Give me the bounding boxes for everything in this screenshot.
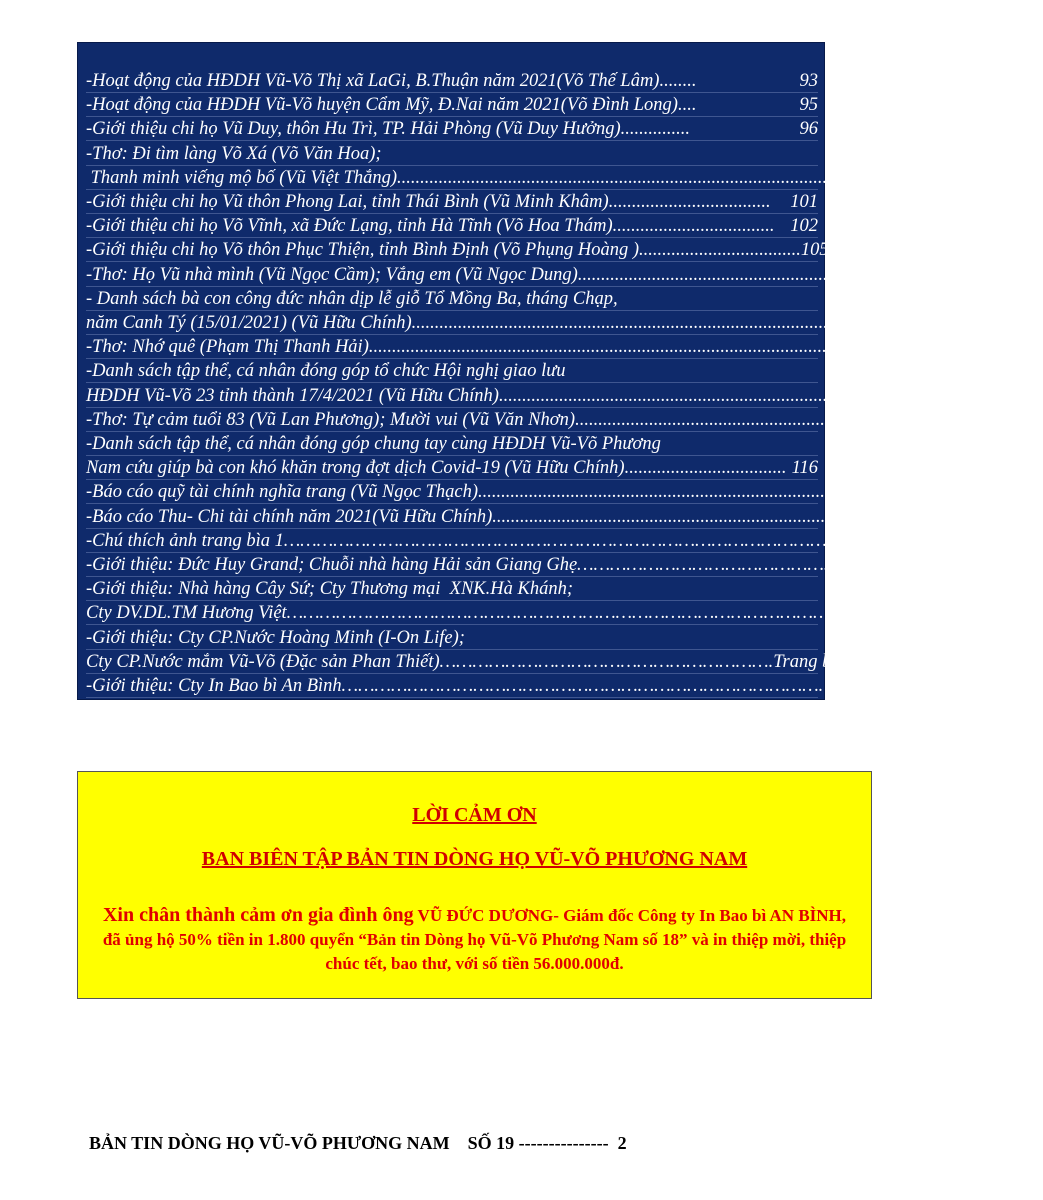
toc-entry-leader: ................................... <box>639 240 801 261</box>
toc-entry-title: -Giới thiệu chi họ Võ Vĩnh, xã Đức Lạng, tỉnh Hà Tĩnh (Võ Hoa Thám) <box>86 216 613 237</box>
toc-entry-page: 93 <box>799 71 818 91</box>
toc-entry-page: Trang bìa 3 <box>773 651 860 672</box>
toc-entry-page: 127 <box>856 555 885 575</box>
toc-entry <box>86 69 818 93</box>
toc-entry <box>86 335 914 359</box>
toc-entry-page: 121 <box>996 482 1024 503</box>
toc-entry <box>86 480 1024 504</box>
toc-entry <box>86 505 1039 529</box>
toc-entry <box>86 311 958 335</box>
toc-entry-title: - Danh sách bà con công đức nhân dịp lễ giỗ Tổ Mồng Ba, tháng Chạp, <box>86 288 618 309</box>
toc-entry <box>86 674 1025 698</box>
toc-entry-page: 107 <box>929 313 958 333</box>
toc-entry-title: -Danh sách tập thể, cá nhân đóng góp chung tay cùng HĐDH Vũ-Võ Phương <box>86 434 661 454</box>
toc-entry-page: 95 <box>799 95 818 116</box>
toc-entry-page: 116 <box>791 458 818 479</box>
toc-entry <box>86 626 818 650</box>
toc-entry-title: -Giới thiệu: Cty CP.Nước Hoàng Minh (I-On Life); <box>86 627 465 648</box>
toc-entry-title: -Giới thiệu: Cty In Bao bì An Bình <box>86 676 342 696</box>
toc-entry <box>86 190 818 214</box>
toc-entry-title: -Thơ: Đi tìm làng Võ Xá (Võ Văn Hoa); <box>86 143 382 164</box>
toc-entry-leader: ................................................................................................................ <box>492 506 1011 527</box>
toc-entry-title: -Hoạt động của HĐDH Vũ-Võ huyện Cẩm Mỹ, Đ.Nai năm 2021(Võ Đình Long) <box>86 95 678 116</box>
toc-entry-page: 106 <box>873 264 902 285</box>
toc-entry <box>86 456 818 480</box>
toc-entry <box>86 577 818 601</box>
toc-entry-title: -Danh sách tập thể, cá nhân đóng góp tổ chức Hội nghị giao lưu <box>86 361 566 382</box>
toc-entry-title: -Hoạt động của HĐDH Vũ-Võ Thị xã LaGi, B.Thuận năm 2021(Võ Thế Lâm) <box>86 71 660 91</box>
toc-entry-leader: ................................................................................................................ <box>478 482 997 503</box>
toc-entry <box>86 287 818 311</box>
toc-entry <box>86 117 818 141</box>
toc-entry <box>86 142 818 166</box>
toc-entry-page: 101 <box>790 192 818 212</box>
toc-entry-leader: ……………………………………………………………………………………………………………………. <box>286 603 1016 624</box>
toc-entry-title: Cty CP.Nước mắm Vũ-Võ (Đặc sản Phan Thiết) <box>86 651 440 672</box>
thank-you-notice <box>77 771 872 999</box>
toc-entry-page: 112 <box>886 337 914 358</box>
toc-entry <box>86 263 902 287</box>
toc-entry-leader: ……………………………………………………. <box>439 651 774 672</box>
thanks-body <box>92 903 857 976</box>
toc-entry-leader: ................................................................ <box>575 409 872 430</box>
toc-entry <box>86 214 818 238</box>
toc-entry-page: 125 <box>1007 530 1036 551</box>
toc-entry-title: năm Canh Tý (15/01/2021) (Vũ Hữu Chính) <box>86 313 412 333</box>
toc-entry-leader: ............... <box>620 119 690 140</box>
thanks-text: VŨ ĐỨC DƯƠNG- Giám đốc Công ty In Bao bì AN BÌNH, đã ủng hộ 50% tiền in 1.800 quyển “Bản tin Dòng họ Vũ-Võ Phương Nam số 18” và in thiệp mời, thiệp chúc tết, bao thư, với số tiền 56.000.000đ. <box>102 906 847 973</box>
toc-entry-leader: ................................................................................................................ <box>397 167 916 188</box>
toc-entry-title: -Giới thiệu: Nhà hàng Cây Sứ; Cty Thương mại XNK.Hà Khánh; <box>86 579 573 600</box>
toc-entry-title: -Thơ: Tự cảm tuổi 83 (Vũ Lan Phương); Mười vui (Vũ Văn Nhơn) <box>86 409 576 430</box>
toc-entry <box>86 384 1043 408</box>
toc-entry-page: 105 <box>800 240 829 261</box>
toc-entry-title: -Báo cáo Thu- Chi tài chính năm 2021(Vũ Hữu Chính) <box>86 506 493 527</box>
toc-entry-leader: ................................................................ <box>577 264 874 285</box>
toc-entry-leader: ………………………………………………………………………………………………. <box>341 676 939 696</box>
thanks-subtitle: BAN BIÊN TẬP BẢN TIN DÒNG HỌ VŨ-VÕ PHƯƠNG NAM <box>201 848 748 870</box>
toc-entry-title: HĐDH Vũ-Võ 23 tỉnh thành 17/4/2021 (Vũ Hữu Chính) <box>86 385 499 406</box>
toc-entry-leader: ................................................................................................................ <box>368 337 887 358</box>
thanks-lead: Xin chân thành cảm ơn gia đình ông <box>102 904 414 926</box>
toc-entry <box>86 408 898 432</box>
toc-entry-leader: ........ <box>659 71 697 91</box>
table-of-contents <box>77 42 1043 700</box>
toc-entry-leader: ................................... <box>608 192 771 212</box>
toc-entry <box>86 601 1043 625</box>
toc-entry-page: 122 <box>1010 506 1039 527</box>
toc-entry-title: -Báo cáo quỹ tài chính nghĩa trang (Vũ Ngọc Thạch) <box>86 482 479 503</box>
toc-entry-title: -Giới thiệu chi họ Vũ thôn Phong Lai, tỉnh Thái Bình (Vũ Minh Khâm) <box>86 192 609 212</box>
toc-entry-page: 96 <box>799 119 818 140</box>
toc-entry <box>86 529 1036 553</box>
toc-entry-title: Nam cứu giúp bà con khó khăn trong đợt dịch Covid-19 (Vũ Hữu Chính) <box>86 458 625 479</box>
toc-entry-title: Cty DV.DL.TM Hương Việt <box>86 603 287 624</box>
toc-entry <box>86 93 818 117</box>
toc-entry-title: -Giới thiệu chi họ Võ thôn Phục Thiện, tỉnh Bình Định (Võ Phụng Hoàng ) <box>86 240 639 261</box>
thanks-title: LỜI CẢM ƠN <box>412 804 537 826</box>
toc-entry-leader: …………………………………………………………………………………………………………………… <box>283 530 1008 551</box>
toc-entry <box>86 166 943 190</box>
toc-entry-page: 100 <box>915 167 943 188</box>
toc-entry-leader: .... <box>677 95 697 116</box>
toc-entry <box>86 432 818 456</box>
toc-entry-title: -Thơ: Họ Vũ nhà mình (Vũ Ngọc Cầm); Vắng em (Vũ Ngọc Dung) <box>86 264 578 285</box>
toc-entry-leader: ................................................................................................................ <box>411 313 930 333</box>
toc-entry-leader: …………………………………………… <box>577 555 857 575</box>
toc-entry-leader: ................................................................................................................ <box>498 385 1017 406</box>
toc-entry <box>86 553 885 577</box>
toc-entry-page: 128 <box>1015 603 1043 624</box>
toc-entry-leader: ................................... <box>624 458 787 479</box>
toc-entry <box>86 238 829 262</box>
toc-entry-page: 115 <box>871 409 898 430</box>
toc-entry-title: Thanh minh viếng mộ bố (Vũ Việt Thắng) <box>86 167 398 188</box>
toc-entry-page: 113 <box>1016 385 1043 406</box>
toc-entry <box>86 359 818 383</box>
toc-entry <box>86 650 860 674</box>
toc-entry-page: 102 <box>790 216 818 237</box>
toc-entry-leader: ................................... <box>612 216 775 237</box>
toc-entry-page: Trang bìa 4 <box>938 676 1025 696</box>
toc-entry-title: -Giới thiệu: Đức Huy Grand; Chuỗi nhà hàng Hải sản Giang Ghẹ <box>86 555 578 575</box>
toc-entry-title: -Thơ: Nhớ quê (Phạm Thị Thanh Hải) <box>86 337 369 358</box>
toc-entry-title: -Chú thích ảnh trang bìa 1 <box>86 530 284 551</box>
page-footer: BẢN TIN DÒNG HỌ VŨ-VÕ PHƯƠNG NAM SỐ 19 --------------- 2 <box>89 1133 627 1153</box>
toc-entry-title: -Giới thiệu chi họ Vũ Duy, thôn Hu Trì, TP. Hải Phòng (Vũ Duy Hưởng) <box>86 119 621 140</box>
